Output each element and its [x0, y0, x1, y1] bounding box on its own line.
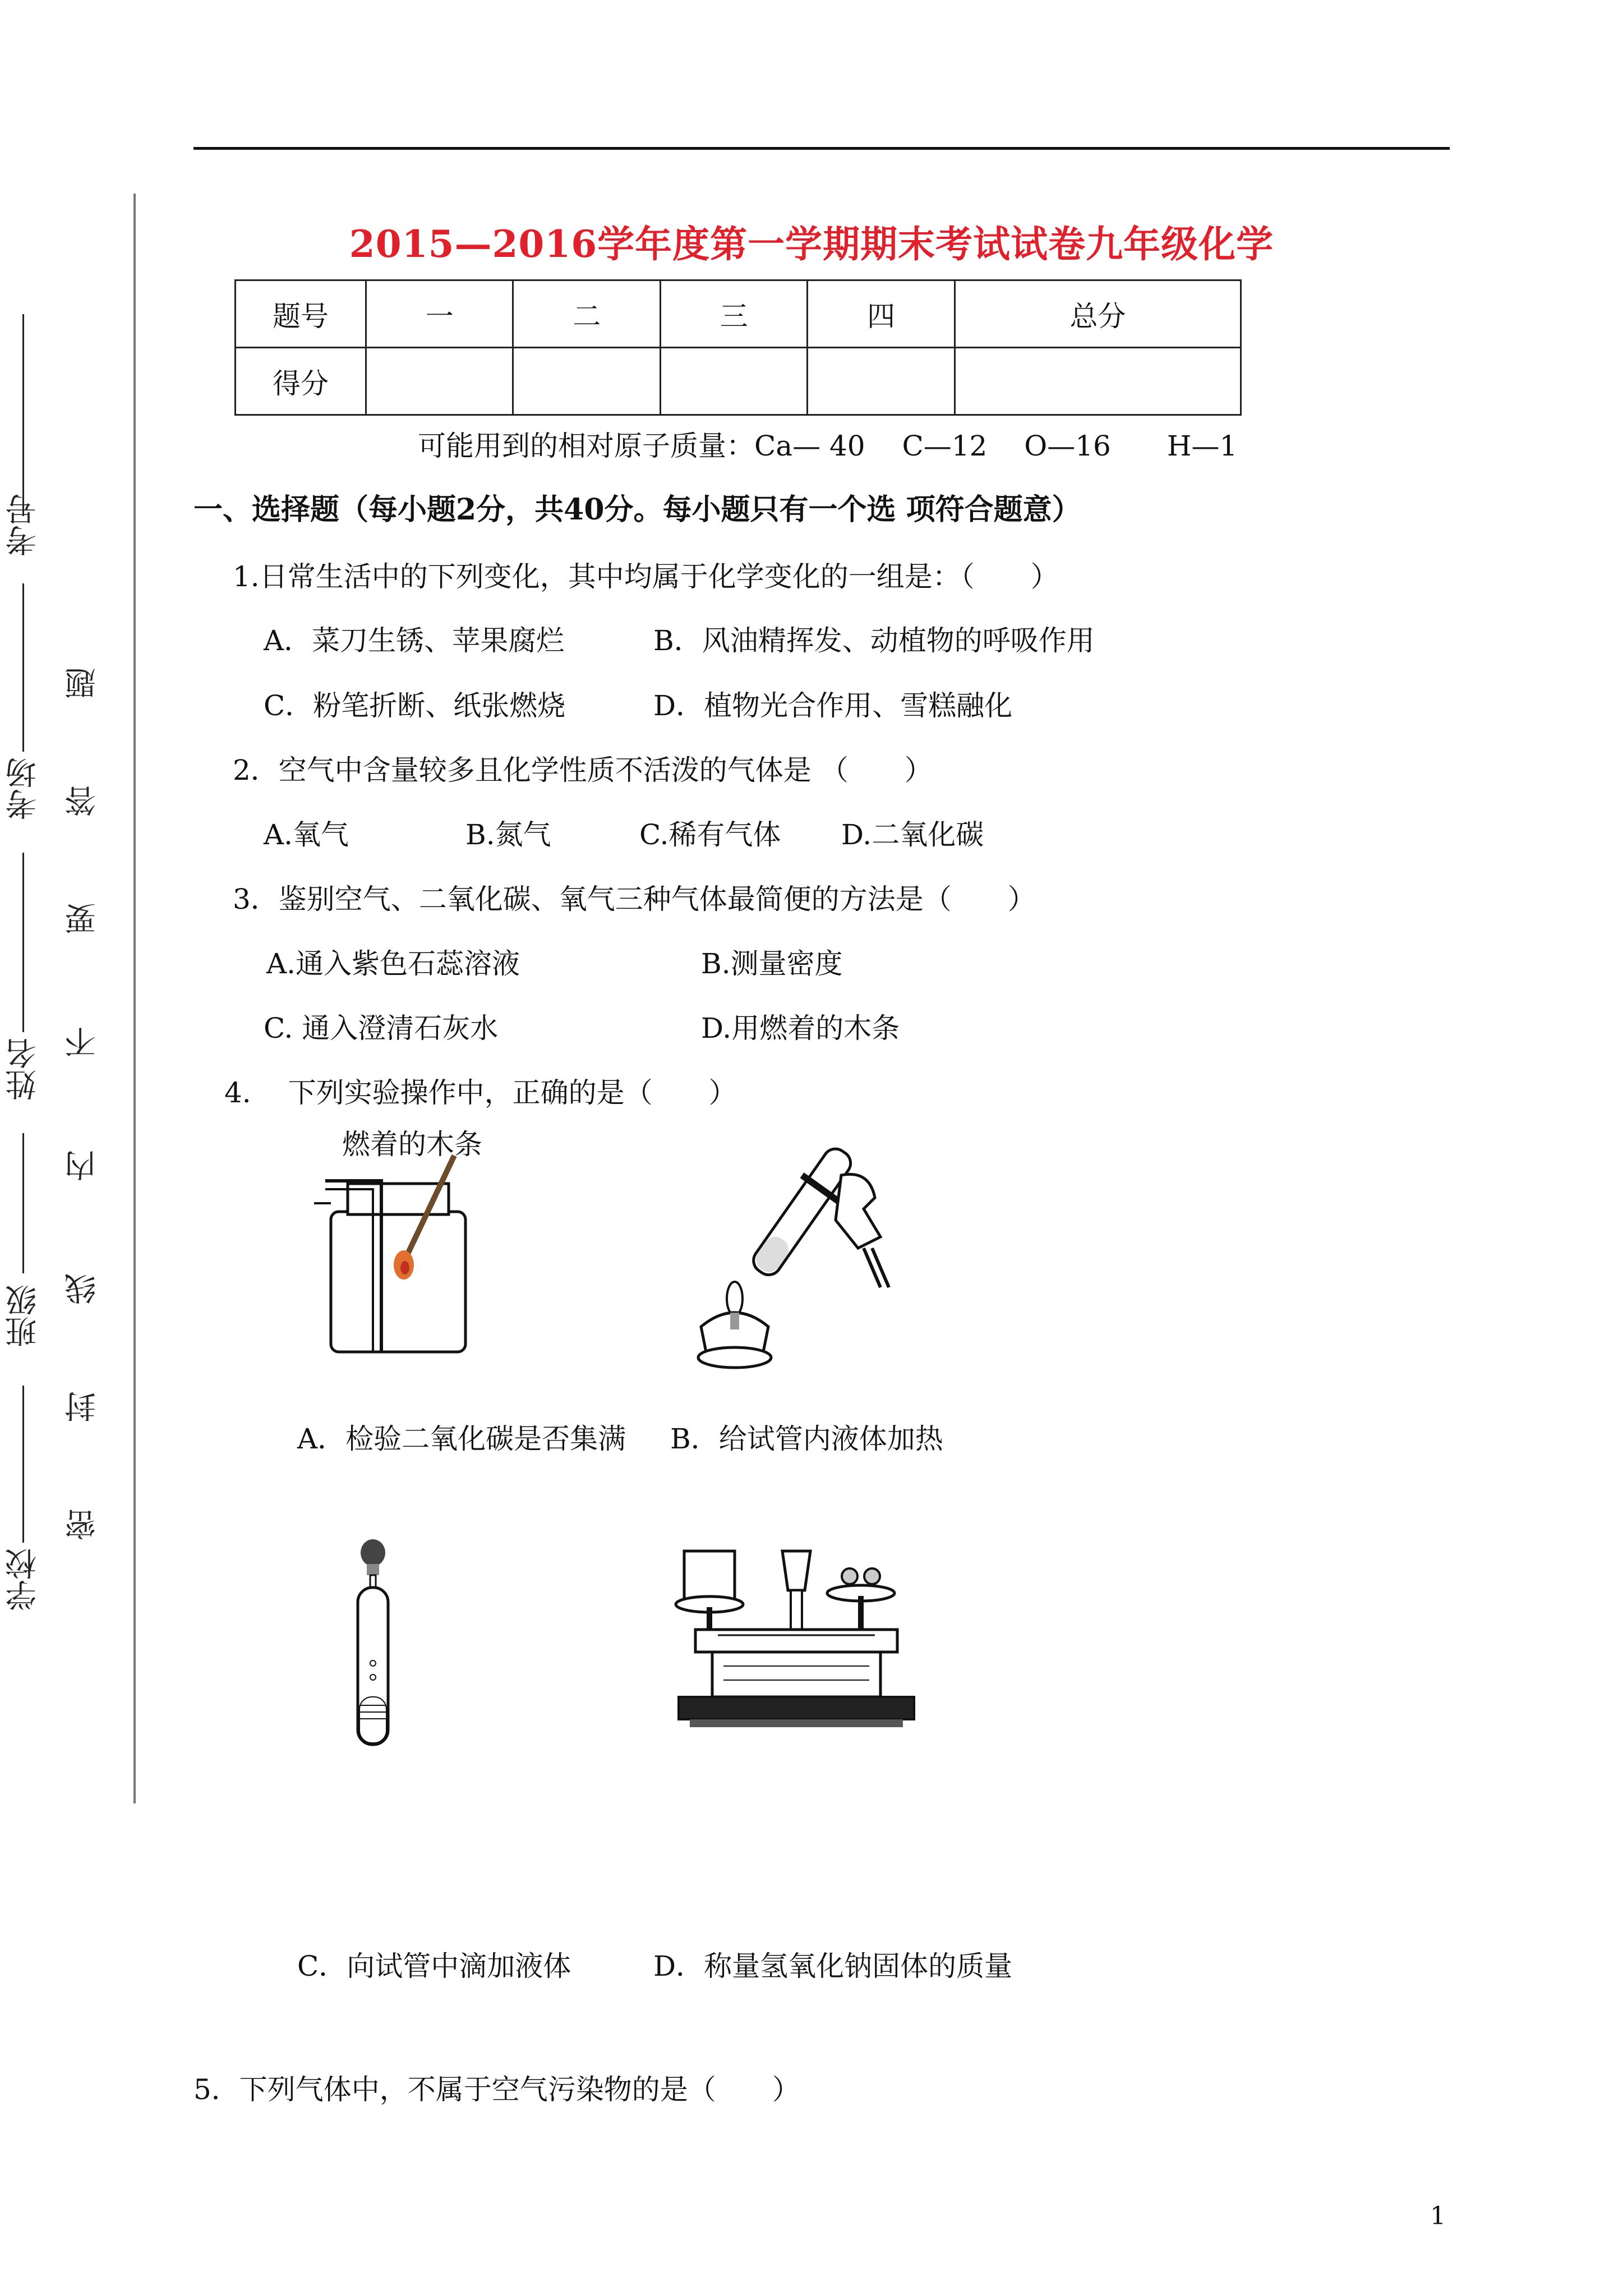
score-row-label: 得分 — [236, 348, 366, 415]
figure-a-label: 燃着的木条 — [342, 1128, 482, 1161]
score-header-cell: 四 — [808, 280, 955, 348]
class-label: 班级 — [5, 1285, 42, 1347]
option-d: D.用燃着的木条 — [701, 1012, 900, 1045]
option-c: C. 通入澄清石灰水 — [264, 1012, 499, 1045]
figure-b-caption: B．给试管内液体加热 — [670, 1423, 943, 1455]
option-b: B.测量密度 — [701, 947, 843, 980]
top-rule — [193, 147, 1450, 150]
seal-char: 题 — [64, 668, 101, 699]
name-label: 姓名 — [5, 1038, 42, 1101]
class-blank — [22, 1133, 24, 1273]
binding-margin-rule — [133, 194, 136, 1803]
option-c: C．粉笔折断、纸张燃烧 — [264, 689, 566, 722]
seal-char: 内 — [64, 1150, 101, 1181]
score-table — [234, 279, 1242, 416]
option-b: B.氮气 — [465, 818, 551, 851]
question-stem: 1.日常生活中的下列变化，其中均属于化学变化的一组是：（ ） — [233, 560, 1059, 593]
score-header-cell: 一 — [366, 280, 513, 348]
option-a: A.氧气 — [264, 818, 349, 851]
figure-b-heating-tube — [679, 1142, 892, 1383]
name-blank — [22, 853, 24, 1032]
score-entry-cell[interactable] — [955, 348, 1241, 415]
room-label: 考场 — [5, 757, 42, 820]
figure-d-balance — [673, 1545, 920, 1736]
seal-char: 线 — [64, 1273, 101, 1305]
seal-char: 答 — [64, 785, 101, 817]
school-label: 学校 — [5, 1548, 42, 1611]
option-a: A.通入紫色石蕊溶液 — [266, 947, 520, 980]
score-header-cell: 总分 — [955, 280, 1241, 348]
score-header-cell: 二 — [513, 280, 660, 348]
question-stem: 2．空气中含量较多且化学性质不活泼的气体是 （ ） — [233, 754, 933, 786]
figure-d-caption: D．称量氢氧化钠固体的质量 — [653, 1950, 1013, 1982]
option-a: A．菜刀生锈、苹果腐烂 — [264, 624, 565, 657]
seal-char: 要 — [64, 903, 101, 935]
question-stem: 4. 下列实验操作中，正确的是（ ） — [224, 1076, 737, 1109]
exam-no-label: 考号 — [5, 494, 42, 556]
figure-c-dropper — [348, 1537, 409, 1750]
score-header-cell: 题号 — [236, 280, 366, 348]
score-entry-cell[interactable] — [366, 348, 513, 415]
score-entry-cell[interactable] — [660, 348, 807, 415]
page-number: 1 — [1430, 2202, 1446, 2230]
figure-a-caption: A．检验二氧化碳是否集满 — [297, 1423, 626, 1455]
atomic-mass-note: 可能用到的相对原子质量：Ca— 40 C—12 O—16 H—1 — [418, 430, 1238, 462]
option-d: D．植物光合作用、雪糕融化 — [653, 689, 1013, 722]
figure-c-caption: C．向试管中滴加液体 — [297, 1950, 571, 1982]
seal-char: 封 — [64, 1391, 101, 1423]
question-stem: 3．鉴别空气、二氧化碳、氧气三种气体最简便的方法是（ ） — [233, 883, 1036, 915]
seal-char: 密 — [64, 1509, 101, 1540]
exam-no-blank — [22, 314, 24, 516]
seal-char: 不 — [64, 1027, 101, 1058]
score-header-cell: 三 — [660, 280, 807, 348]
option-d: D.二氧化碳 — [841, 818, 984, 851]
question-stem: 5．下列气体中，不属于空气污染物的是（ ） — [193, 2073, 800, 2106]
school-blank — [22, 1386, 24, 1543]
score-entry-cell[interactable] — [808, 348, 955, 415]
room-blank — [22, 583, 24, 752]
option-c: C.稀有气体 — [639, 818, 781, 851]
page-title: 2015—2016学年度第一学期期末考试试卷九年级化学 — [349, 222, 1274, 266]
option-b: B．风油精挥发、动植物的呼吸作用 — [653, 624, 1095, 657]
score-entry-cell[interactable] — [513, 348, 660, 415]
section-heading: 一、选择题（每小题2分，共40分。每小题只有一个选 项符合题意） — [193, 493, 1081, 527]
